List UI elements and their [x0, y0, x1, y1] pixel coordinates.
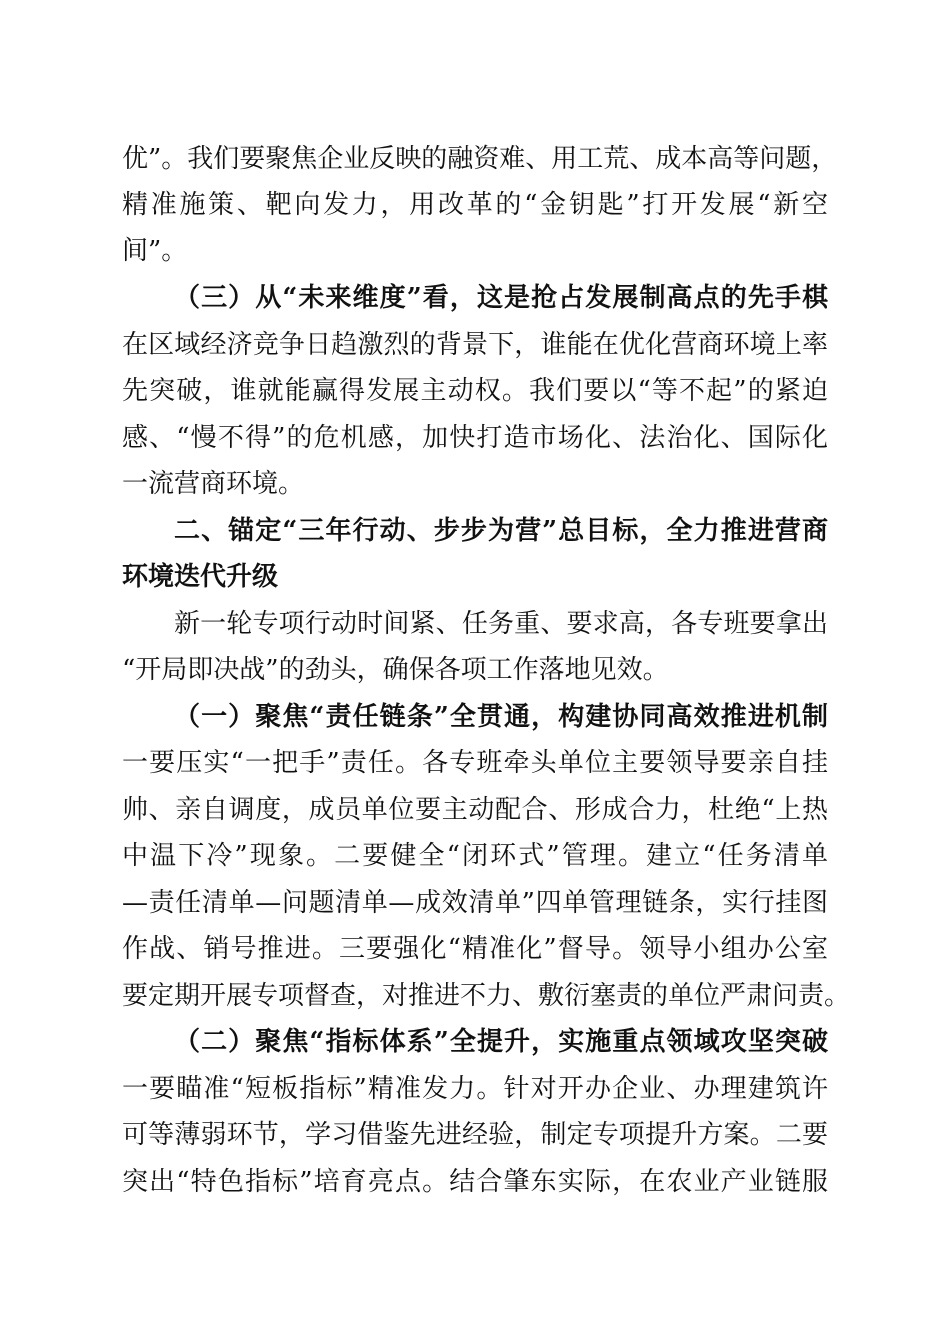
paragraph-line: 要定期开展专项督查，对推进不力、敷衍塞责的单位严肃问责。 — [122, 981, 851, 1011]
paragraph-line: 一流营商环境。 — [122, 469, 305, 499]
paragraph-line: 间”。 — [122, 236, 188, 266]
paragraph-line: 突出“特色指标”培育亮点。结合肇东实际，在农业产业链服 — [122, 1167, 828, 1197]
paragraph-line: 作战、销号推进。三要强化“精准化”督导。领导小组办公室 — [122, 934, 828, 964]
subheading-line: （二）聚焦“指标体系”全提升，实施重点领域攻坚突破 — [174, 1027, 828, 1057]
paragraph-line: 一要压实“一把手”责任。各专班牵头单位主要领导要亲自挂 — [122, 748, 828, 778]
paragraph-line: 中温下冷”现象。二要健全“闭环式”管理。建立“任务清单 — [122, 841, 828, 871]
paragraph-line: 精准施策、靶向发力，用改革的“金钥匙”打开发展“新空 — [122, 190, 828, 220]
paragraph-line: 一要瞄准“短板指标”精准发力。针对开办企业、办理建筑许 — [122, 1074, 828, 1104]
paragraph-line: 新一轮专项行动时间紧、任务重、要求高，各专班要拿出 — [174, 609, 828, 639]
paragraph-line: 感、“慢不得”的危机感，加快打造市场化、法治化、国际化 — [122, 423, 828, 453]
paragraph-line: 帅、亲自调度，成员单位要主动配合、形成合力，杜绝“上热 — [122, 795, 828, 825]
paragraph-line: 可等薄弱环节，学习借鉴先进经验，制定专项提升方案。二要 — [122, 1120, 828, 1150]
subheading-line: （三）从“未来维度”看，这是抢占发展制高点的先手棋 — [174, 283, 828, 313]
section-heading-line: 环境迭代升级 — [122, 562, 279, 592]
subheading-line: （一）聚焦“责任链条”全贯通，构建协同高效推进机制 — [174, 702, 828, 732]
paragraph-line: 在区域经济竞争日趋激烈的背景下，谁能在优化营商环境上率 — [122, 330, 828, 360]
paragraph-line: “开局即决战”的劲头，确保各项工作落地见效。 — [122, 655, 669, 685]
paragraph-line: —责任清单—问题清单—成效清单”四单管理链条，实行挂图 — [122, 888, 828, 918]
paragraph-line: 优”。我们要聚焦企业反映的融资难、用工荒、成本高等问题， — [122, 144, 838, 174]
section-heading-line: 二、锚定“三年行动、步步为营”总目标，全力推进营商 — [174, 516, 828, 546]
paragraph-line: 先突破，谁就能赢得发展主动权。我们要以“等不起”的紧迫 — [122, 376, 828, 406]
